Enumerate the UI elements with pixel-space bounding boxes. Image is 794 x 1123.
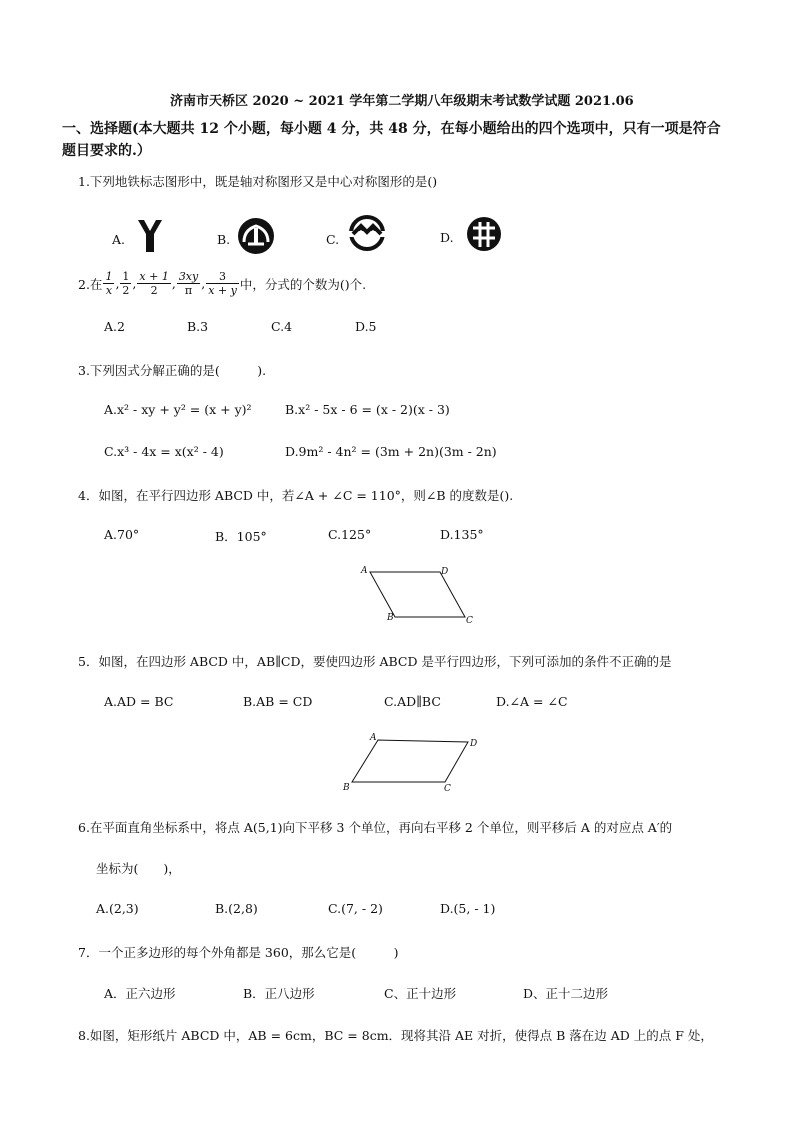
q5-option-c: C.AD∥BC — [384, 694, 441, 709]
q2-fraction-1: $\frac{1}{x}$ — [105, 270, 113, 297]
q6-option-d: D.(5, - 1) — [440, 901, 496, 916]
q2-option-b: B.3 — [187, 319, 209, 334]
question-6-stem-cont: 坐标为( )， — [96, 861, 181, 876]
q7-option-c: C、正十边形 — [384, 986, 457, 1001]
q6-option-c: C.(7, - 2) — [328, 901, 383, 916]
q5-option-b: B.AB = CD — [243, 694, 313, 709]
q2-option-a: A.2 — [104, 319, 125, 334]
question-7-stem: 7．一个正多边形的每个外角都是 360，那么它是( ) — [78, 945, 399, 960]
circle-wave-logo-icon — [347, 213, 387, 253]
question-6-stem: 6.在平面直角坐标系中，将点 A(5,1)向下平移 3 个单位，再向右平移 2 个单位，则平移后 A 的对应点 A′的 — [78, 820, 673, 835]
q5-quadrilateral-figure — [340, 730, 490, 794]
section-heading-line2: 题目要求的.） — [62, 143, 151, 159]
q3-option-d: D.9m² - 4n² = (3m + 2n)(3m - 2n) — [285, 444, 497, 459]
q4-option-b: B．105° — [215, 529, 267, 544]
q2-fraction-5: $\frac{3}{x + y}$ — [208, 270, 237, 297]
q4-option-d: D.135° — [440, 527, 484, 542]
q7-option-b: B．正八边形 — [243, 986, 315, 1001]
question-4-stem: 4．如图，在平行四边形 ABCD 中，若∠A + ∠C = 110°，则∠B 的度数是(). — [78, 488, 514, 503]
question-5-stem: 5．如图，在四边形 ABCD 中，AB∥CD，要使四边形 ABCD 是平行四边形，下列可添加的条件不正确的是 — [78, 654, 672, 669]
q1-option-label-d: D. — [440, 230, 454, 245]
q3-option-c: C.x³ - 4x = x(x² - 4) — [104, 444, 224, 459]
q2-fraction-3: $\frac{x + 1}{2}$ — [139, 270, 169, 297]
section-heading-line1: 一、选择题(本大题共 12 个小题，每小题 4 分，共 48 分，在每小题给出的四个选项中，只有一项是符合 — [62, 121, 721, 137]
q2-tail: 中，分式的个数为()个. — [239, 276, 367, 292]
q5-option-a: A.AD = BC — [104, 694, 174, 709]
question-8-stem: 8.如图，矩形纸片 ABCD 中，AB = 6cm，BC = 8cm．现将其沿 AE 对折，使得点 B 落在边 AD 上的点 F 处， — [78, 1028, 713, 1043]
question-1-stem: 1.下列地铁标志图形中，既是轴对称图形又是中心对称图形的是() — [78, 174, 438, 189]
q5-label-a: A — [370, 733, 377, 743]
q4-label-b: B — [387, 613, 394, 623]
q5-label-c: C — [444, 784, 451, 794]
q4-option-a: A.70° — [104, 527, 140, 542]
q7-option-d: D、正十二边形 — [523, 986, 609, 1001]
q3-option-b: B.x² - 5x - 6 = (x - 2)(x - 3) — [285, 402, 450, 417]
q1-option-label-c: C. — [326, 232, 340, 247]
q6-option-a: A.(2,3) — [96, 901, 139, 916]
q4-parallelogram-figure — [355, 562, 485, 630]
q4-label-a: A — [361, 566, 368, 576]
q5-label-b: B — [343, 783, 350, 793]
q2-option-c: C.4 — [271, 319, 293, 334]
q5-label-d: D — [470, 739, 478, 749]
page-title: 济南市天桥区 2020 ~ 2021 学年第二学期八年级期末考试数学试题 2021.06 — [170, 94, 634, 109]
question-2-stem: 2.在 $\frac{1}{x}$ , $\frac{1}{2}$ , $\frac{x + 1}{2}$ , $\frac{3xy}{\pi}$ , $\frac{3}{x + y}$ 中，分式的个数为()个. — [78, 270, 367, 297]
q6-option-b: B.(2,8) — [215, 901, 258, 916]
q2-fraction-4: $\frac{3xy}{\pi}$ — [178, 270, 199, 297]
circle-mountain-logo-icon — [236, 216, 276, 256]
q2-fraction-2: $\frac{1}{2}$ — [122, 270, 130, 297]
q4-label-c: C — [466, 616, 473, 626]
q2-option-d: D.5 — [355, 319, 377, 334]
q7-option-a: A．正六边形 — [104, 986, 176, 1001]
q2-lead: 2.在 — [78, 276, 103, 292]
q5-option-d: D.∠A = ∠C — [496, 694, 568, 709]
question-3-stem: 3.下列因式分解正确的是( ). — [78, 363, 267, 378]
q4-option-c: C.125° — [328, 527, 372, 542]
q1-option-label-b: B. — [217, 232, 231, 247]
circle-grid-logo-icon — [464, 214, 504, 254]
q4-label-d: D — [441, 567, 449, 577]
q3-option-a: A.x² - xy + y² = (x + y)² — [104, 402, 252, 417]
y-fork-logo-icon — [135, 218, 165, 254]
q1-option-label-a: A. — [112, 232, 126, 247]
